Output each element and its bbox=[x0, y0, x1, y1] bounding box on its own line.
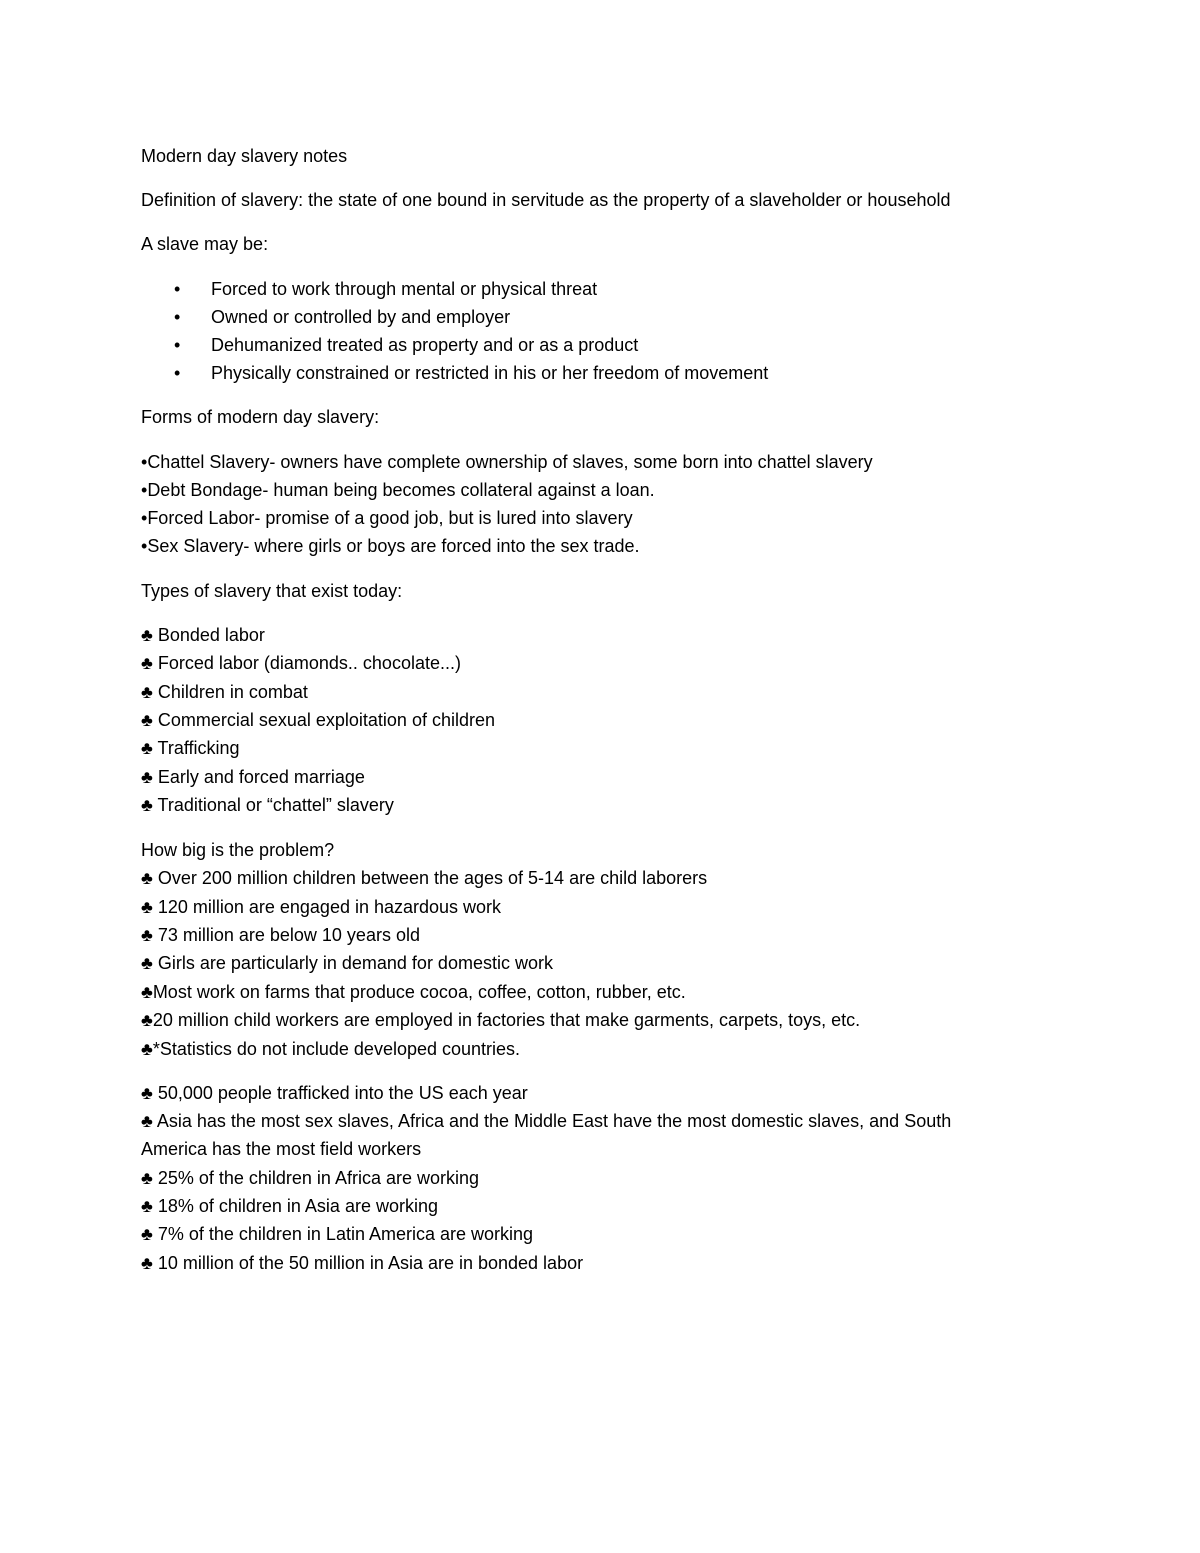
list-item bbox=[141, 1195, 438, 1217]
list-item-text: Girls are particularly in demand for domestic work bbox=[157, 953, 553, 973]
bullet-icon: • bbox=[174, 279, 181, 299]
bullet-icon: • bbox=[141, 480, 148, 500]
list-item bbox=[141, 896, 501, 918]
list-item bbox=[174, 362, 768, 384]
bullet-icon: • bbox=[141, 452, 148, 472]
list-item-text: *Statistics do not include developed countries. bbox=[152, 1039, 521, 1059]
list-item-text: Asia has the most sex slaves, Africa and the Middle East have the most domestic slaves, and South bbox=[156, 1111, 952, 1131]
list-item bbox=[141, 794, 394, 816]
list-item bbox=[141, 507, 633, 529]
bullet-icon: • bbox=[141, 508, 148, 528]
club-bullet-icon: ♣ bbox=[141, 1196, 153, 1216]
list-item bbox=[141, 737, 240, 759]
club-bullet-icon: ♣ bbox=[141, 1010, 153, 1030]
list-item bbox=[141, 1223, 533, 1245]
types-heading: Types of slavery that exist today: bbox=[141, 581, 403, 601]
club-bullet-icon: ♣ bbox=[141, 738, 153, 758]
list-item-text: Sex Slavery- where girls or boys are forced into the sex trade. bbox=[147, 536, 640, 556]
list-item bbox=[141, 1167, 479, 1189]
list-item-text: 10 million of the 50 million in Asia are in bonded labor bbox=[157, 1253, 584, 1273]
list-item-text: Traditional or “chattel” slavery bbox=[157, 795, 394, 815]
bullet-icon: • bbox=[174, 335, 181, 355]
club-bullet-icon: ♣ bbox=[141, 795, 153, 815]
list-item-text: Early and forced marriage bbox=[157, 767, 365, 787]
list-item-text: 7% of the children in Latin America are working bbox=[157, 1224, 534, 1244]
club-bullet-icon: ♣ bbox=[141, 1111, 153, 1131]
list-item bbox=[141, 681, 308, 703]
list-item bbox=[141, 1082, 528, 1104]
list-item bbox=[141, 1252, 583, 1274]
club-bullet-icon: ♣ bbox=[141, 953, 153, 973]
bullet-icon: • bbox=[141, 536, 148, 556]
list-item bbox=[141, 624, 265, 646]
list-item-text: Owned or controlled by and employer bbox=[211, 307, 511, 327]
list-item bbox=[141, 867, 707, 889]
list-item bbox=[174, 306, 510, 328]
list-item bbox=[141, 766, 365, 788]
document-title: Modern day slavery notes bbox=[141, 146, 348, 166]
list-item bbox=[141, 479, 655, 501]
club-bullet-icon: ♣ bbox=[141, 767, 153, 787]
list-item bbox=[141, 1110, 951, 1132]
list-item bbox=[141, 1009, 860, 1031]
list-item-text: Debt Bondage- human being becomes collateral against a loan. bbox=[147, 480, 655, 500]
list-item bbox=[141, 981, 686, 1003]
club-bullet-icon: ♣ bbox=[141, 982, 153, 1002]
club-bullet-icon: ♣ bbox=[141, 710, 153, 730]
club-bullet-icon: ♣ bbox=[141, 653, 153, 673]
definition-text: Definition of slavery: the state of one bound in servitude as the property of a slaveholder or household bbox=[141, 190, 951, 210]
club-bullet-icon: ♣ bbox=[141, 925, 153, 945]
club-bullet-icon: ♣ bbox=[141, 1224, 153, 1244]
club-bullet-icon: ♣ bbox=[141, 1253, 153, 1273]
list-item-text: Dehumanized treated as property and or as a product bbox=[211, 335, 639, 355]
list-item-text: Trafficking bbox=[157, 738, 240, 758]
list-item bbox=[141, 451, 873, 473]
club-bullet-icon: ♣ bbox=[141, 897, 153, 917]
slave-intro: A slave may be: bbox=[141, 234, 269, 254]
list-item-text: Physically constrained or restricted in his or her freedom of movement bbox=[211, 363, 769, 383]
list-item-text: 73 million are below 10 years old bbox=[157, 925, 420, 945]
list-item-text: Children in combat bbox=[157, 682, 308, 702]
list-item bbox=[141, 924, 420, 946]
list-item-text: Commercial sexual exploitation of children bbox=[157, 710, 495, 730]
problem-heading: How big is the problem? bbox=[141, 840, 335, 860]
club-bullet-icon: ♣ bbox=[141, 868, 153, 888]
list-item bbox=[141, 709, 495, 731]
list-item-text: 20 million child workers are employed in factories that make garments, carpets, toys, etc. bbox=[152, 1010, 861, 1030]
club-bullet-icon: ♣ bbox=[141, 1039, 153, 1059]
list-item bbox=[174, 334, 638, 356]
list-item bbox=[141, 535, 640, 557]
list-item-text: Most work on farms that produce cocoa, coffee, cotton, rubber, etc. bbox=[152, 982, 686, 1002]
list-item-continuation: America has the most field workers bbox=[141, 1139, 422, 1159]
list-item-text: Forced to work through mental or physical threat bbox=[211, 279, 598, 299]
list-item-text: Forced labor (diamonds.. chocolate...) bbox=[157, 653, 461, 673]
list-item-text: Bonded labor bbox=[157, 625, 265, 645]
list-item-text: 18% of children in Asia are working bbox=[157, 1196, 438, 1216]
list-item bbox=[141, 952, 553, 974]
list-item-text: Forced Labor- promise of a good job, but is lured into slavery bbox=[147, 508, 633, 528]
list-item-text: Over 200 million children between the ages of 5-14 are child laborers bbox=[157, 868, 708, 888]
list-item bbox=[141, 1038, 520, 1060]
club-bullet-icon: ♣ bbox=[141, 1083, 153, 1103]
list-item-text: 25% of the children in Africa are working bbox=[157, 1168, 479, 1188]
list-item-text: 120 million are engaged in hazardous work bbox=[157, 897, 502, 917]
bullet-icon: • bbox=[174, 363, 181, 383]
list-item-text: 50,000 people trafficked into the US each year bbox=[157, 1083, 528, 1103]
club-bullet-icon: ♣ bbox=[141, 1168, 153, 1188]
club-bullet-icon: ♣ bbox=[141, 682, 153, 702]
list-item-text: Chattel Slavery- owners have complete ownership of slaves, some born into chattel slavery bbox=[147, 452, 873, 472]
club-bullet-icon: ♣ bbox=[141, 625, 153, 645]
forms-heading: Forms of modern day slavery: bbox=[141, 407, 380, 427]
list-item bbox=[174, 278, 597, 300]
bullet-icon: • bbox=[174, 307, 181, 327]
list-item bbox=[141, 652, 461, 674]
